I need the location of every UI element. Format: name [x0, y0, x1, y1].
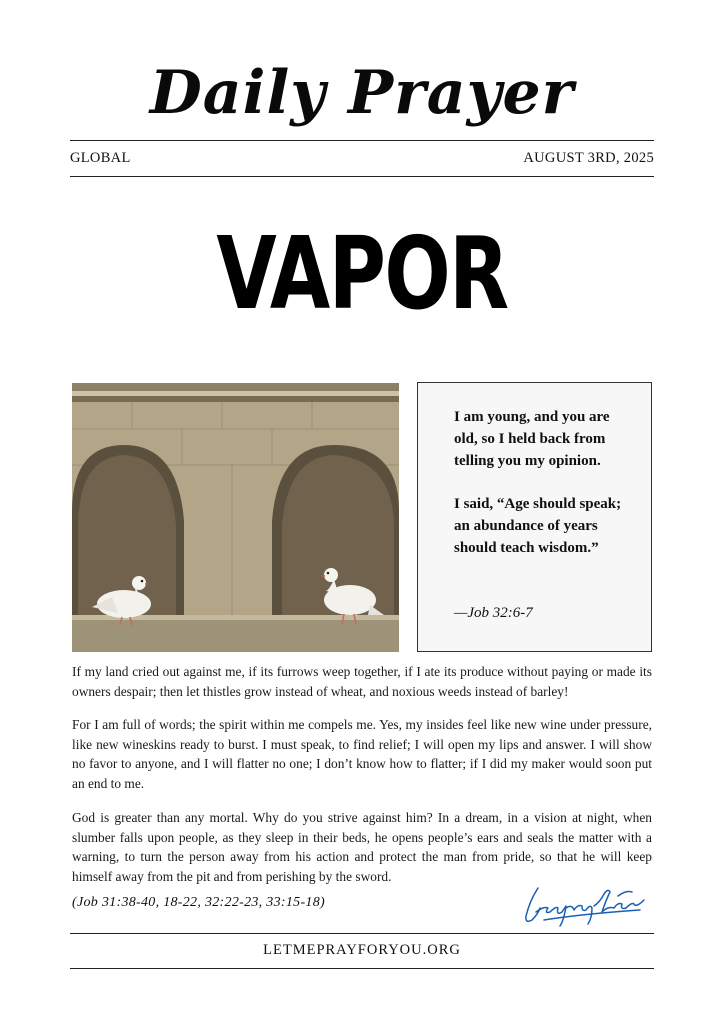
- quote-paragraph-1: I am young, and you are old, so I held back from telling you my opinion.: [454, 409, 610, 469]
- body-paragraph-3: God is greater than any mortal. Why do you strive against him? In a dream, in a vision at night, when slumber falls upon people, as they sleep in their beds, he opens people’s ears and seals the matter with a warning, to turn the person away from his action and protect the man from pride, so that he will keep himself away from the pit and from perishing by the sword.: [72, 810, 652, 884]
- date-label: AUGUST 3RD, 2025: [523, 150, 654, 166]
- quote-source: —Job 32:6-7: [454, 605, 533, 621]
- doves-on-stone-arches-image: [72, 383, 399, 652]
- footer-bottom-divider: [70, 968, 654, 969]
- footer-top-divider: [70, 933, 654, 934]
- top-divider: [70, 140, 654, 141]
- handwritten-signature: [522, 882, 646, 928]
- region-label: GLOBAL: [70, 150, 131, 166]
- scripture-quote-box: [417, 382, 652, 652]
- footer-url-link[interactable]: LETMEPRAYFORYOU.ORG: [263, 942, 461, 958]
- body-paragraph-2: For I am full of words; the spirit within me compels me. Yes, my insides feel like new wine under pressure, like new wineskins ready to burst. I must speak, to find relief; I will open my lips and answer. I will show no favor to anyone, and I will flatter no one; I don’t know how to flatter; if I did my maker would soon put an end to me.: [72, 717, 652, 791]
- headline: VAPOR: [216, 215, 508, 332]
- scripture-references: (Job 31:38-40, 18-22, 32:22-23, 33:15-18): [72, 895, 325, 910]
- masthead-title: Daily Prayer: [149, 58, 575, 128]
- meta-divider: [70, 176, 654, 177]
- quote-paragraph-2: I said, “Age should speak; an abundance of years should teach wisdom.”: [454, 496, 622, 556]
- body-paragraph-1: If my land cried out against me, if its furrows weep together, if I ate its produce without paying or made its owners despair; then let thistles grow instead of wheat, and noxious weeds instead of barley!: [72, 664, 652, 699]
